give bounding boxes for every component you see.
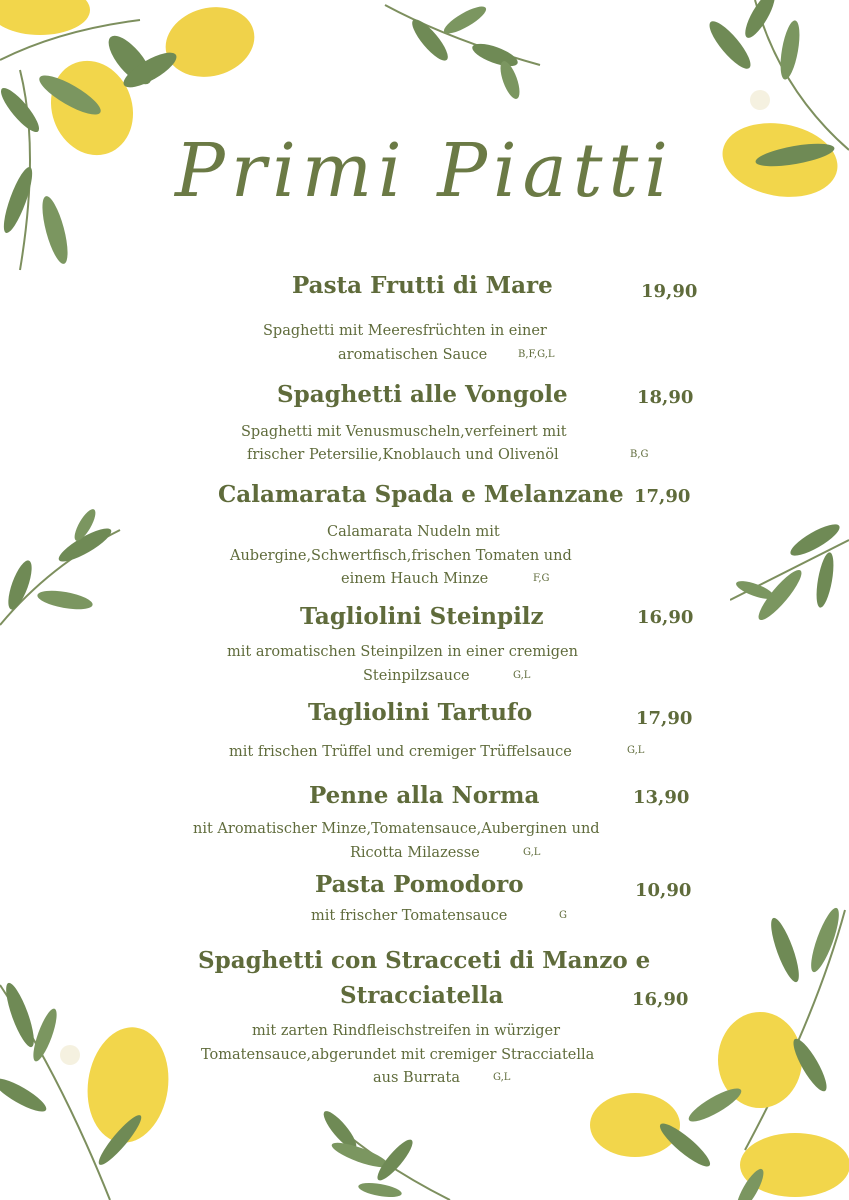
dish-name: Spaghetti con Stracceti di Manzo e [198, 947, 651, 974]
dish-description: Tomatensauce,abgerundet mit cremiger Stracciatella [201, 1047, 595, 1063]
dish-price: 19,90 [641, 281, 698, 302]
olive-branch-bottom-center [300, 1105, 460, 1200]
dish-name: Calamarata Spada e Melanzane [218, 481, 624, 508]
olive-branch-mid-left [0, 505, 130, 635]
dish-description: Steinpilzsauce [363, 668, 470, 684]
allergen-codes: G,L [523, 847, 541, 858]
dish-name: Spaghetti alle Vongole [277, 381, 568, 408]
dish-name: Pasta Pomodoro [315, 871, 524, 898]
dish-description: Aubergine,Schwertfisch,frischen Tomaten und [230, 548, 572, 564]
dish-description: aromatischen Sauce [338, 347, 488, 363]
menu-title: Primi Piatti [175, 128, 674, 214]
dish-name: Stracciatella [340, 982, 504, 1009]
dish-description: Spaghetti mit Venusmuscheln,verfeinert mit [241, 424, 567, 440]
dish-price: 10,90 [635, 880, 692, 901]
lemon-branch-bottom-right [585, 900, 849, 1200]
dish-name: Tagliolini Tartufo [308, 699, 533, 726]
dish-price: 17,90 [634, 486, 691, 507]
dish-description: nit Aromatischer Minze,Tomatensauce,Auberginen und [193, 821, 600, 837]
dish-price: 18,90 [637, 387, 694, 408]
allergen-codes: G,L [493, 1072, 511, 1083]
olive-branch-top-center [380, 0, 550, 100]
dish-description: mit frischen Trüffel und cremiger Trüffelsauce [229, 744, 572, 760]
allergen-codes: B,G [630, 449, 649, 460]
allergen-codes: G,L [513, 670, 531, 681]
dish-description: Ricotta Milazesse [350, 845, 480, 861]
allergen-codes: G,L [627, 745, 645, 756]
dish-price: 13,90 [633, 787, 690, 808]
dish-price: 16,90 [632, 989, 689, 1010]
allergen-codes: G [559, 910, 567, 921]
allergen-codes: B,F,G,L [518, 349, 555, 360]
dish-description: mit aromatischen Steinpilzen in einer cremigen [227, 644, 578, 660]
dish-description: mit zarten Rindfleischstreifen in würziger [252, 1023, 561, 1039]
olive-branch-mid-right [730, 520, 849, 640]
dish-description: frischer Petersilie,Knoblauch und Olivenöl [247, 447, 559, 463]
dish-description: mit frischer Tomatensauce [311, 908, 508, 924]
dish-name: Penne alla Norma [309, 782, 540, 809]
dish-price: 16,90 [637, 607, 694, 628]
dish-price: 17,90 [636, 708, 693, 729]
dish-description: Calamarata Nudeln mit [327, 524, 500, 540]
dish-description: aus Burrata [373, 1070, 461, 1086]
dish-name: Tagliolini Steinpilz [300, 603, 544, 630]
dish-description: Spaghetti mit Meeresfrüchten in einer [263, 323, 547, 339]
allergen-codes: F,G [533, 573, 550, 584]
dish-name: Pasta Frutti di Mare [292, 272, 553, 299]
dish-description: einem Hauch Minze [341, 571, 489, 587]
lemon-branch-bottom-left [0, 975, 175, 1200]
